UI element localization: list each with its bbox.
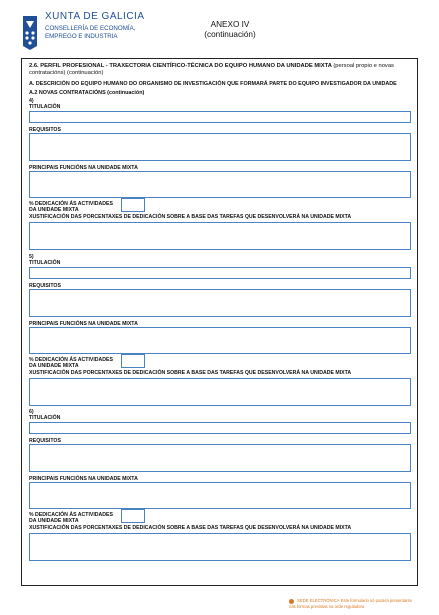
funcions-label: PRINCIPAIS FUNCIÓNS NA UNIDADE MIXTA [29,165,138,171]
subtitle-a2: A.2 NOVAS CONTRATACIÓNS (continuación) [29,90,145,96]
funcions-input[interactable] [29,171,411,198]
entry-number: 6) [29,409,34,415]
section-title [29,63,411,77]
dedicacion-percent-input[interactable] [121,509,145,523]
xustificacion-input[interactable] [29,222,411,250]
xustificacion-label: XUSTIFICACIÓN DAS PORCENTAXES DE DEDICACIÓN SOBRE A BASE DAS TAREFAS QUE DESENVOLVERÁ NA UNIDADE MIXTA [29,525,352,531]
requisitos-input[interactable] [29,444,411,472]
requisitos-input[interactable] [29,133,411,161]
subtitle-a: A. DESCRICIÓN DO EQUIPO HUMANO DO ORGANISMO DE INVESTIGACIÓN QUE FORMARÁ PARTE DO EQUIPO INVESTIGADOR DA UNIDADE [29,81,397,87]
footer-line-1: Este formulario só poderá presentarse nas [289,598,412,609]
titulacion-input[interactable] [29,267,411,279]
funcions-input[interactable] [29,482,411,509]
titulacion-label: TITULACIÓN [29,260,61,266]
requisitos-label: REQUISITOS [29,438,61,444]
entry-number: 5) [29,254,34,260]
dedicacion-label-line-1: % DEDICACIÓN ÁS ACTIVIDADES [29,201,113,207]
section-title-small: (persoal propio e novas contratacións) (continuación) [29,63,394,76]
funcions-label: PRINCIPAIS FUNCIÓNS NA UNIDADE MIXTA [29,476,138,482]
logo-sub-line-1: CONSELLERÍA DE ECONOMÍA, [45,25,136,32]
footer-brand: SEDE ELECTRÓNICA [297,598,340,604]
xustificacion-input[interactable] [29,378,411,406]
logo-sub-line-2: EMPREGO E INDUSTRIA [45,32,118,40]
dedicacion-label-line-1: % DEDICACIÓN ÁS ACTIVIDADES [29,512,113,518]
footer [289,599,419,610]
dedicacion-percent-input[interactable] [121,354,145,368]
dedicacion-label-line-2: DA UNIDADE MIXTA [29,207,79,213]
annex-title-line-2: (continuación) [204,30,256,39]
requisitos-input[interactable] [29,289,411,317]
xustificacion-input[interactable] [29,533,411,561]
form-box [21,58,418,586]
section-title-main: 2.6. PERFIL PROFESIONAL - TRAXECTORIA CIENTÍFICO-TÉCNICA DO EQUIPO HUMANO DA UNIDADE MIXTA [29,63,332,69]
xustificacion-label: XUSTIFICACIÓN DAS PORCENTAXES DE DEDICACIÓN SOBRE A BASE DAS TAREFAS QUE DESENVOLVERÁ NA UNIDADE MIXTA [29,370,352,376]
dedicacion-label-line-1: % DEDICACIÓN ÁS ACTIVIDADES [29,357,113,363]
titulacion-input[interactable] [29,111,411,123]
annex-title-line-1: ANEXO IV [210,20,250,29]
funcions-input[interactable] [29,327,411,354]
requisitos-label: REQUISITOS [29,283,61,289]
entry-number: 4) [29,98,34,104]
xunta-logo-icon [21,12,39,50]
titulacion-input[interactable] [29,422,411,434]
footer-line-2: formas previstas na orde reguladora [296,603,365,609]
logo-main-text: XUNTA DE GALICIA [45,11,145,22]
dedicacion-label-line-2: DA UNIDADE MIXTA [29,363,79,369]
xunta-logo [21,10,171,52]
dedicacion-percent-input[interactable] [121,198,145,212]
dedicacion-label-line-2: DA UNIDADE MIXTA [29,518,79,524]
xustificacion-label: XUSTIFICACIÓN DAS PORCENTAXES DE DEDICACIÓN SOBRE A BASE DAS TAREFAS QUE DESENVOLVERÁ NA UNIDADE MIXTA [29,214,352,220]
requisitos-label: REQUISITOS [29,127,61,133]
logo-sub-text [45,25,135,40]
titulacion-label: TITULACIÓN [29,104,61,110]
annex-title [190,20,270,40]
titulacion-label: TITULACIÓN [29,415,61,421]
funcions-label: PRINCIPAIS FUNCIÓNS NA UNIDADE MIXTA [29,321,138,327]
